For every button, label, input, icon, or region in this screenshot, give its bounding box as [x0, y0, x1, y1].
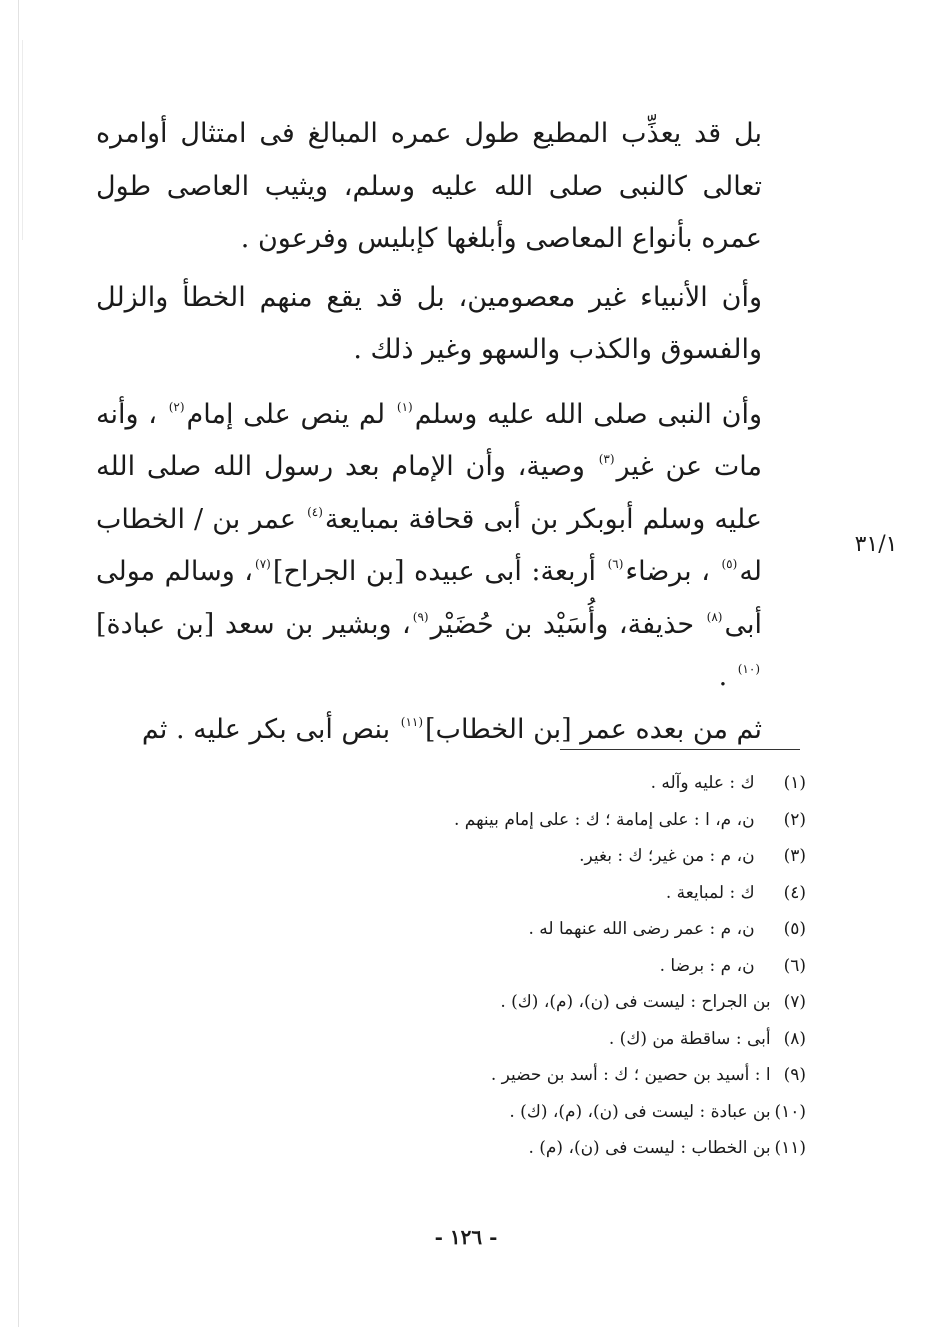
text-run: ، وأنه مات عن غير [96, 398, 762, 482]
footnote-number: (٣) [783, 846, 806, 866]
text-run: عمر بن / الخطاب له [96, 503, 763, 587]
footnote-item [200, 765, 806, 802]
footnote-item [200, 1094, 806, 1131]
footnote-text: ك : عليه وآله . [650, 773, 755, 793]
footnote-text: ا : أسيد بن حصين ؛ ك : أسد بن حضير . [490, 1065, 771, 1085]
margin-folio-note: ٣١/١ [854, 532, 898, 557]
footnote-ref[interactable]: (٧) [255, 557, 271, 571]
paragraph-2: وأن الأنبياء غير معصومين، بل قد يقع منهم الخطأ والزلل والفسوق والكذب والسهو وغير ذلك . [96, 281, 762, 365]
footnote-text: ن، م : برضا . [659, 955, 755, 976]
footnote-text: ن، م : من غير؛ ك : بغير. [579, 846, 755, 866]
footnote-ref[interactable]: (٨) [706, 609, 723, 624]
footnote-separator [560, 749, 800, 750]
footnotes [200, 765, 806, 1167]
footnote-ref[interactable]: (٥) [721, 557, 738, 571]
footnote-number: (١١) [774, 1138, 806, 1158]
footnote-number: (٤) [783, 882, 806, 903]
footnote-item [200, 948, 806, 985]
text-run: أربعة: أبى عبيده [بن الجراح] [272, 556, 606, 587]
footnote-text: بن عبادة : ليست فى (ن)، (م)، (ك) . [509, 1101, 771, 1122]
footnote-number: (٦) [783, 955, 806, 976]
footnote-number: (٧) [783, 992, 806, 1012]
footnote-text: ن، م، ا : على إمامة ؛ ك : على إمام بينهم . [453, 809, 755, 830]
text-run: ، وبشير بن سعد [بن عبادة] [96, 608, 411, 640]
text-run: حذيفة، وأُسَيْد بن حُضَيْر [430, 608, 705, 640]
page-edge-line [22, 40, 23, 240]
footnote-ref[interactable]: (٣) [598, 452, 615, 466]
page-edge-line [18, 0, 19, 1327]
text-run: بنص أبى بكر عليه . ثم [141, 713, 399, 745]
footnote-ref[interactable]: (٢) [168, 399, 185, 414]
text-run: وأن النبى صلى الله عليه وسلم [414, 398, 763, 430]
footnote-text: ك : لمبايعة . [665, 882, 755, 903]
footnote-number: (١٠) [774, 1101, 806, 1122]
footnote-item [200, 1057, 806, 1094]
footnote-number: (٨) [783, 1028, 806, 1049]
footnote-number: (٥) [783, 919, 806, 939]
footnote-ref[interactable]: (٩) [412, 609, 429, 624]
footnote-ref[interactable]: (١٠) [737, 662, 760, 676]
footnote-text: بن الخطاب : ليست فى (ن)، (م) . [528, 1138, 771, 1158]
text-run: ، برضاء [625, 556, 720, 587]
footnote-ref[interactable]: (١) [396, 399, 413, 414]
footnote-ref[interactable]: (١١) [400, 714, 424, 729]
footnote-item [200, 802, 806, 839]
footnote-text: بن الجراح : ليست فى (ن)، (م)، (ك) . [500, 992, 771, 1012]
text-run: وصية، وأن الإمام بعد رسول الله صلى الله عليه وسلم أبوبكر بن أبى قحافة بمبايعة [96, 451, 762, 535]
text-run: ثم من بعده عمر [بن الخطاب] [425, 713, 762, 745]
footnote-ref[interactable]: (٤) [307, 504, 323, 519]
paragraph-1: بل قد يعذِّب المطيع طول عمره المبالغ فى امتثال أوامره تعالى كالنبى صلى الله عليه وسلم، ويثيب العاصى طول عمره بأنواع المعاصى وأبلغها كإبليس وفرعون . [96, 118, 762, 254]
footnote-item [200, 1021, 806, 1058]
footnote-item [200, 911, 806, 948]
paragraph-3 [96, 389, 796, 704]
main-text [96, 108, 796, 756]
footnote-item [200, 984, 806, 1021]
footnote-number: (٩) [783, 1065, 806, 1085]
text-run: لم ينص على إمام [186, 398, 395, 430]
footnote-text: ن، م : عمر رضى الله عنهما له . [528, 919, 755, 939]
footnote-item [200, 838, 806, 875]
page-number: - ١٢٦ - [434, 1225, 498, 1249]
text-run: ، وسالم مولى أبى [96, 556, 762, 640]
footnote-item [200, 875, 806, 912]
text-run: . [718, 661, 736, 692]
footnote-item [200, 1130, 806, 1167]
footnote-number: (١) [783, 773, 806, 793]
footnote-ref[interactable]: (٦) [607, 557, 624, 571]
footnote-number: (٢) [783, 809, 806, 830]
footnote-text: أبى : ساقطة من (ك) . [608, 1028, 771, 1049]
